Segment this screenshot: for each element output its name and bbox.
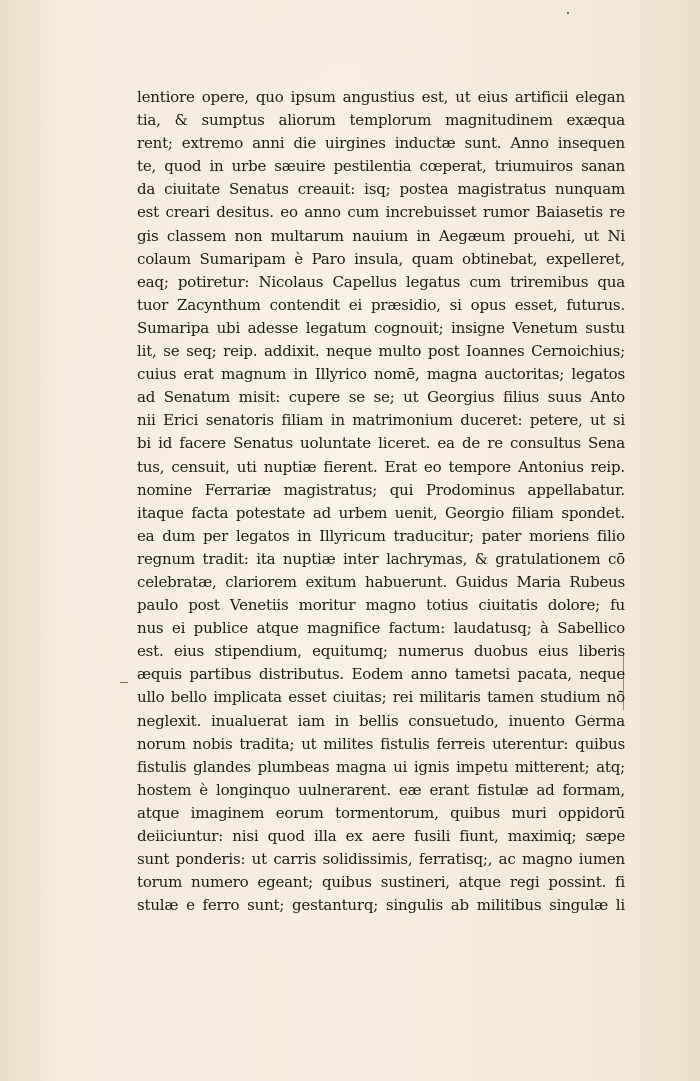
text-line: eaq; potiretur: Nicolaus Capellus legatus cum triremibus qua xyxy=(137,272,625,291)
text-line: bi id facere Senatus uoluntate liceret. ea de re consultus Sena xyxy=(137,434,625,453)
text-line: tuor Zacynthum contendit ei præsidio, si opus esset, futurus. xyxy=(137,295,625,314)
text-line: rent; extremo anni die uirgines inductæ sunt. Anno insequen xyxy=(137,134,625,153)
text-line: tia, & sumptus aliorum templorum magnitudinem exæqua xyxy=(137,111,625,130)
text-line: gis classem non multarum nauium in Aegæum prouehi, ut Ni xyxy=(137,226,625,245)
text-line: lentiore opere, quo ipsum angustius est, ut eius artificii elegan xyxy=(137,88,625,106)
text-line: da ciuitate Senatus creauit: isq; postea magistratus nunquam xyxy=(137,180,625,199)
text-line: neglexit. inualuerat iam in bellis consuetudo, inuento Germa xyxy=(137,711,625,730)
text-line: est creari desitus. eo anno cum increbuisset rumor Baiasetis re xyxy=(137,203,625,222)
text-line: tus, censuit, uti nuptiæ fierent. Erat eo tempore Antonius reip. xyxy=(137,457,625,476)
text-line: celebratæ, clariorem exitum habuerunt. Guidus Maria Rubeus xyxy=(137,572,625,591)
text-line: lit, se seq; reip. addixit. neque multo post Ioannes Cernoichius; xyxy=(137,342,625,361)
margin-mark xyxy=(120,682,128,683)
text-line: nus ei publice atque magnifice factum: laudatusq; à Sabellico xyxy=(137,619,625,638)
text-line: fistulis glandes plumbeas magna ui ignis impetu mitterent; atq; xyxy=(137,757,625,776)
text-line: colaum Sumaripam è Paro insula, quam obtinebat, expelleret, xyxy=(137,249,625,268)
text-line: nii Erici senatoris filiam in matrimonium duceret: petere, ut si xyxy=(137,411,625,430)
text-line: hostem è longinquo uulnerarent. eæ erant fistulæ ad formam, xyxy=(137,780,625,799)
text-line: ea dum per legatos in Illyricum traducitur; pater moriens filio xyxy=(137,526,625,545)
text-line: nomine Ferrariæ magistratus; qui Prodominus appellabatur. xyxy=(137,480,625,499)
text-line: ullo bello implicata esset ciuitas; rei militaris tamen studium nō xyxy=(137,688,625,707)
text-line: torum numero egeant; quibus sustineri, atque regi possint. fi xyxy=(137,873,625,892)
text-line: Sumaripa ubi adesse legatum cognouit; insigne Venetum sustu xyxy=(137,318,625,337)
text-line: stulæ e ferro sunt; gestanturq; singulis ab militibus singulæ li xyxy=(137,896,625,915)
text-line: regnum tradit: ita nuptiæ inter lachrymas, & gratulationem cō xyxy=(137,549,625,568)
text-line: cuius erat magnum in Illyrico nomē, magna auctoritas; legatos xyxy=(137,365,625,384)
text-line: æquis partibus distributus. Eodem anno tametsi pacata, neque xyxy=(137,665,625,684)
text-line: ad Senatum misit: cupere se se; ut Georgius filius suus Anto xyxy=(137,388,625,407)
text-line: est. eius stipendium, equitumq; numerus duobus eius liberis xyxy=(137,642,625,661)
text-line: norum nobis tradita; ut milites fistulis ferreis uterentur: quibus xyxy=(137,734,625,753)
text-line: atque imaginem eorum tormentorum, quibus muri oppidorū xyxy=(137,803,625,822)
text-line: deiiciuntur: nisi quod illa ex aere fusili fiunt, maximiq; sæpe xyxy=(137,827,625,845)
printers-dot xyxy=(567,12,569,14)
text-line: sunt ponderis: ut carris solidissimis, ferratisq;, ac magno iumen xyxy=(137,850,625,869)
text-line: te, quod in urbe sæuire pestilentia cœperat, triumuiros sanan xyxy=(137,157,625,176)
body-text xyxy=(137,86,625,917)
text-line: paulo post Venetiis moritur magno totius ciuitatis dolore; fu xyxy=(137,596,625,615)
text-line: itaque facta potestate ad urbem uenit, Georgio filiam spondet. xyxy=(137,503,625,522)
